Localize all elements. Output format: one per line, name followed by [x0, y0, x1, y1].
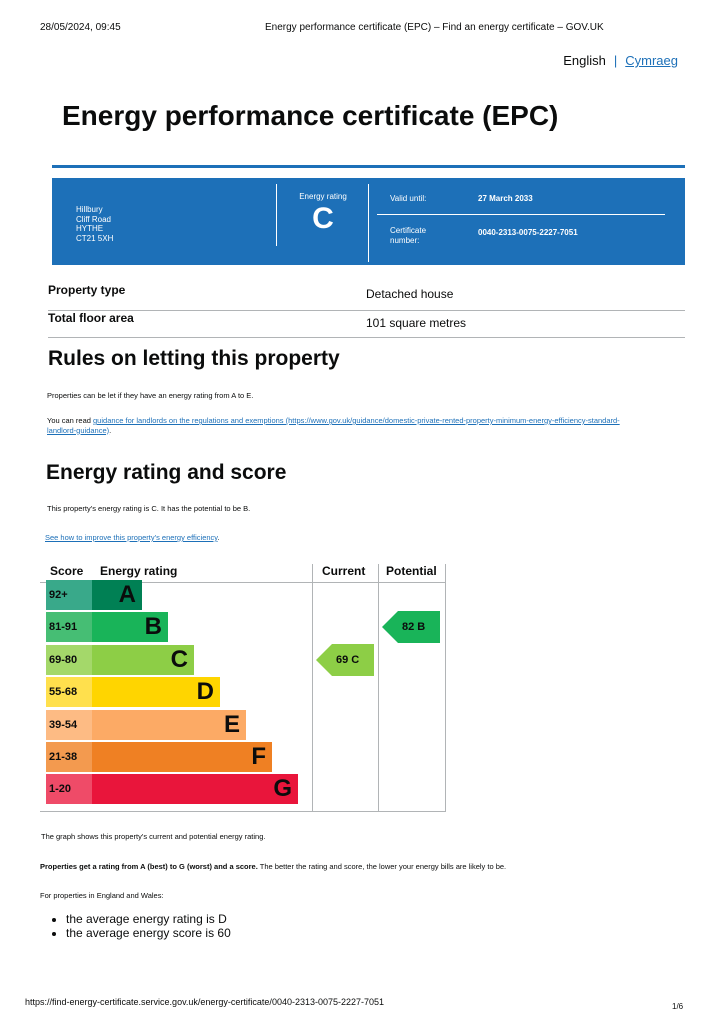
improve-paragraph	[45, 533, 220, 542]
language-welsh-link[interactable]: Cymraeg	[625, 53, 678, 68]
title-rule	[52, 165, 685, 168]
score-header: Score	[50, 564, 84, 578]
graph-bottom-rule	[40, 811, 446, 812]
guidance-suffix: .	[109, 425, 112, 435]
footer-url: https://find-energy-certificate.service.gov.uk/energy-certificate/0040-2313-0075-2227-7051	[25, 997, 385, 1007]
letting-heading: Rules on letting this property	[48, 347, 340, 370]
graph-column-divider	[445, 564, 446, 812]
epc-summary-box	[52, 178, 685, 265]
list-item: • the average energy score is 60	[66, 926, 231, 940]
band-letter: C	[170, 645, 188, 673]
floor-area-label: Total floor area	[48, 311, 134, 325]
rating-header: Energy rating	[100, 564, 178, 578]
band-bar	[92, 710, 246, 740]
address-line: Hillbury	[76, 205, 103, 214]
property-address	[76, 205, 113, 243]
certificate-number-label	[390, 226, 426, 246]
rating-explanation-bold: Properties get a rating from A (best) to G (worst) and a score.	[40, 862, 258, 871]
summary-row-divider	[377, 214, 665, 215]
guidance-prefix: You can read	[47, 416, 94, 425]
address-line: HYTHE	[76, 224, 104, 233]
row-divider	[48, 310, 685, 311]
band-bar	[92, 742, 272, 772]
band-bar	[92, 677, 220, 707]
band-bar	[92, 580, 142, 610]
potential-rating-arrow-tip	[382, 611, 398, 643]
guidance-link-cont[interactable]: landlord-guidance)	[47, 425, 110, 435]
print-title: Energy performance certificate (EPC) – Find an energy certificate – GOV.UK	[265, 22, 604, 33]
average-list	[48, 912, 231, 940]
row-divider	[48, 337, 685, 338]
page-number: 1/6	[672, 1002, 684, 1011]
rating-paragraph: This property's energy rating is C. It has the potential to be B.	[47, 504, 251, 513]
band-score-range: 69-80	[46, 645, 92, 675]
graph-column-divider	[312, 564, 313, 812]
energy-rating-graph	[40, 560, 446, 812]
language-separator: |	[613, 53, 618, 68]
guidance-link[interactable]: guidance for landlords on the regulations and exemptions (https://www.gov.uk/guidance/domestic-private-rented-property-minimum-energy-efficiency-standard-	[93, 416, 620, 425]
band-score-range: 55-68	[46, 677, 92, 707]
energy-rating-label: Energy rating	[299, 192, 347, 201]
certificate-label-line: number:	[390, 236, 420, 245]
floor-area-value: 101 square metres	[366, 316, 467, 330]
language-english: English	[563, 53, 606, 68]
summary-divider	[276, 184, 277, 246]
wales-intro: For properties in England and Wales:	[40, 891, 164, 900]
band-letter: G	[273, 775, 292, 803]
print-date: 28/05/2024, 09:45	[40, 22, 121, 33]
list-item: • the average energy rating is D	[66, 912, 231, 926]
property-type-value: Detached house	[366, 287, 454, 301]
rating-heading: Energy rating and score	[46, 461, 287, 484]
band-letter: E	[223, 710, 240, 738]
band-score-range: 1-20	[46, 774, 92, 804]
summary-divider	[368, 184, 369, 262]
valid-until-value: 27 March 2033	[478, 194, 533, 203]
band-score-range: 81-91	[46, 612, 92, 642]
certificate-number-value: 0040-2313-0075-2227-7051	[478, 228, 578, 237]
letting-paragraph: Properties can be let if they have an energy rating from A to E.	[47, 391, 254, 400]
current-rating-arrow-tip	[316, 644, 332, 676]
band-bar	[92, 645, 194, 675]
language-switcher	[563, 53, 678, 68]
band-letter: D	[196, 678, 214, 706]
band-score-range: 21-38	[46, 742, 92, 772]
address-line: Cliff Road	[76, 214, 111, 224]
address-line: CT21 5XH	[76, 233, 114, 243]
rating-explanation	[40, 862, 506, 871]
potential-header: Potential	[386, 564, 437, 578]
band-letter: F	[251, 743, 266, 770]
band-score-range: 92+	[46, 580, 92, 610]
band-bar	[92, 612, 168, 642]
band-bar	[92, 774, 298, 804]
energy-rating-letter: C	[312, 202, 334, 235]
page-title: Energy performance certificate (EPC)	[62, 100, 559, 131]
certificate-label-line: Certificate	[390, 226, 427, 235]
potential-rating-arrow-label: 82 B	[398, 611, 440, 643]
graph-note: The graph shows this property's current and potential energy rating.	[41, 832, 266, 841]
guidance-paragraph	[47, 416, 667, 435]
improve-link[interactable]: See how to improve this property's energy efficiency	[45, 533, 218, 542]
band-letter: B	[144, 613, 162, 641]
valid-until-label: Valid until:	[390, 194, 427, 203]
current-rating-arrow-label: 69 C	[332, 644, 374, 676]
band-letter: A	[118, 581, 136, 608]
improve-suffix: .	[217, 533, 220, 542]
rating-explanation-rest: The better the rating and score, the lower your energy bills are likely to be.	[257, 862, 507, 871]
current-header: Current	[322, 564, 366, 578]
band-score-range: 39-54	[46, 710, 92, 740]
property-type-label: Property type	[48, 283, 126, 297]
graph-column-divider	[378, 564, 379, 812]
